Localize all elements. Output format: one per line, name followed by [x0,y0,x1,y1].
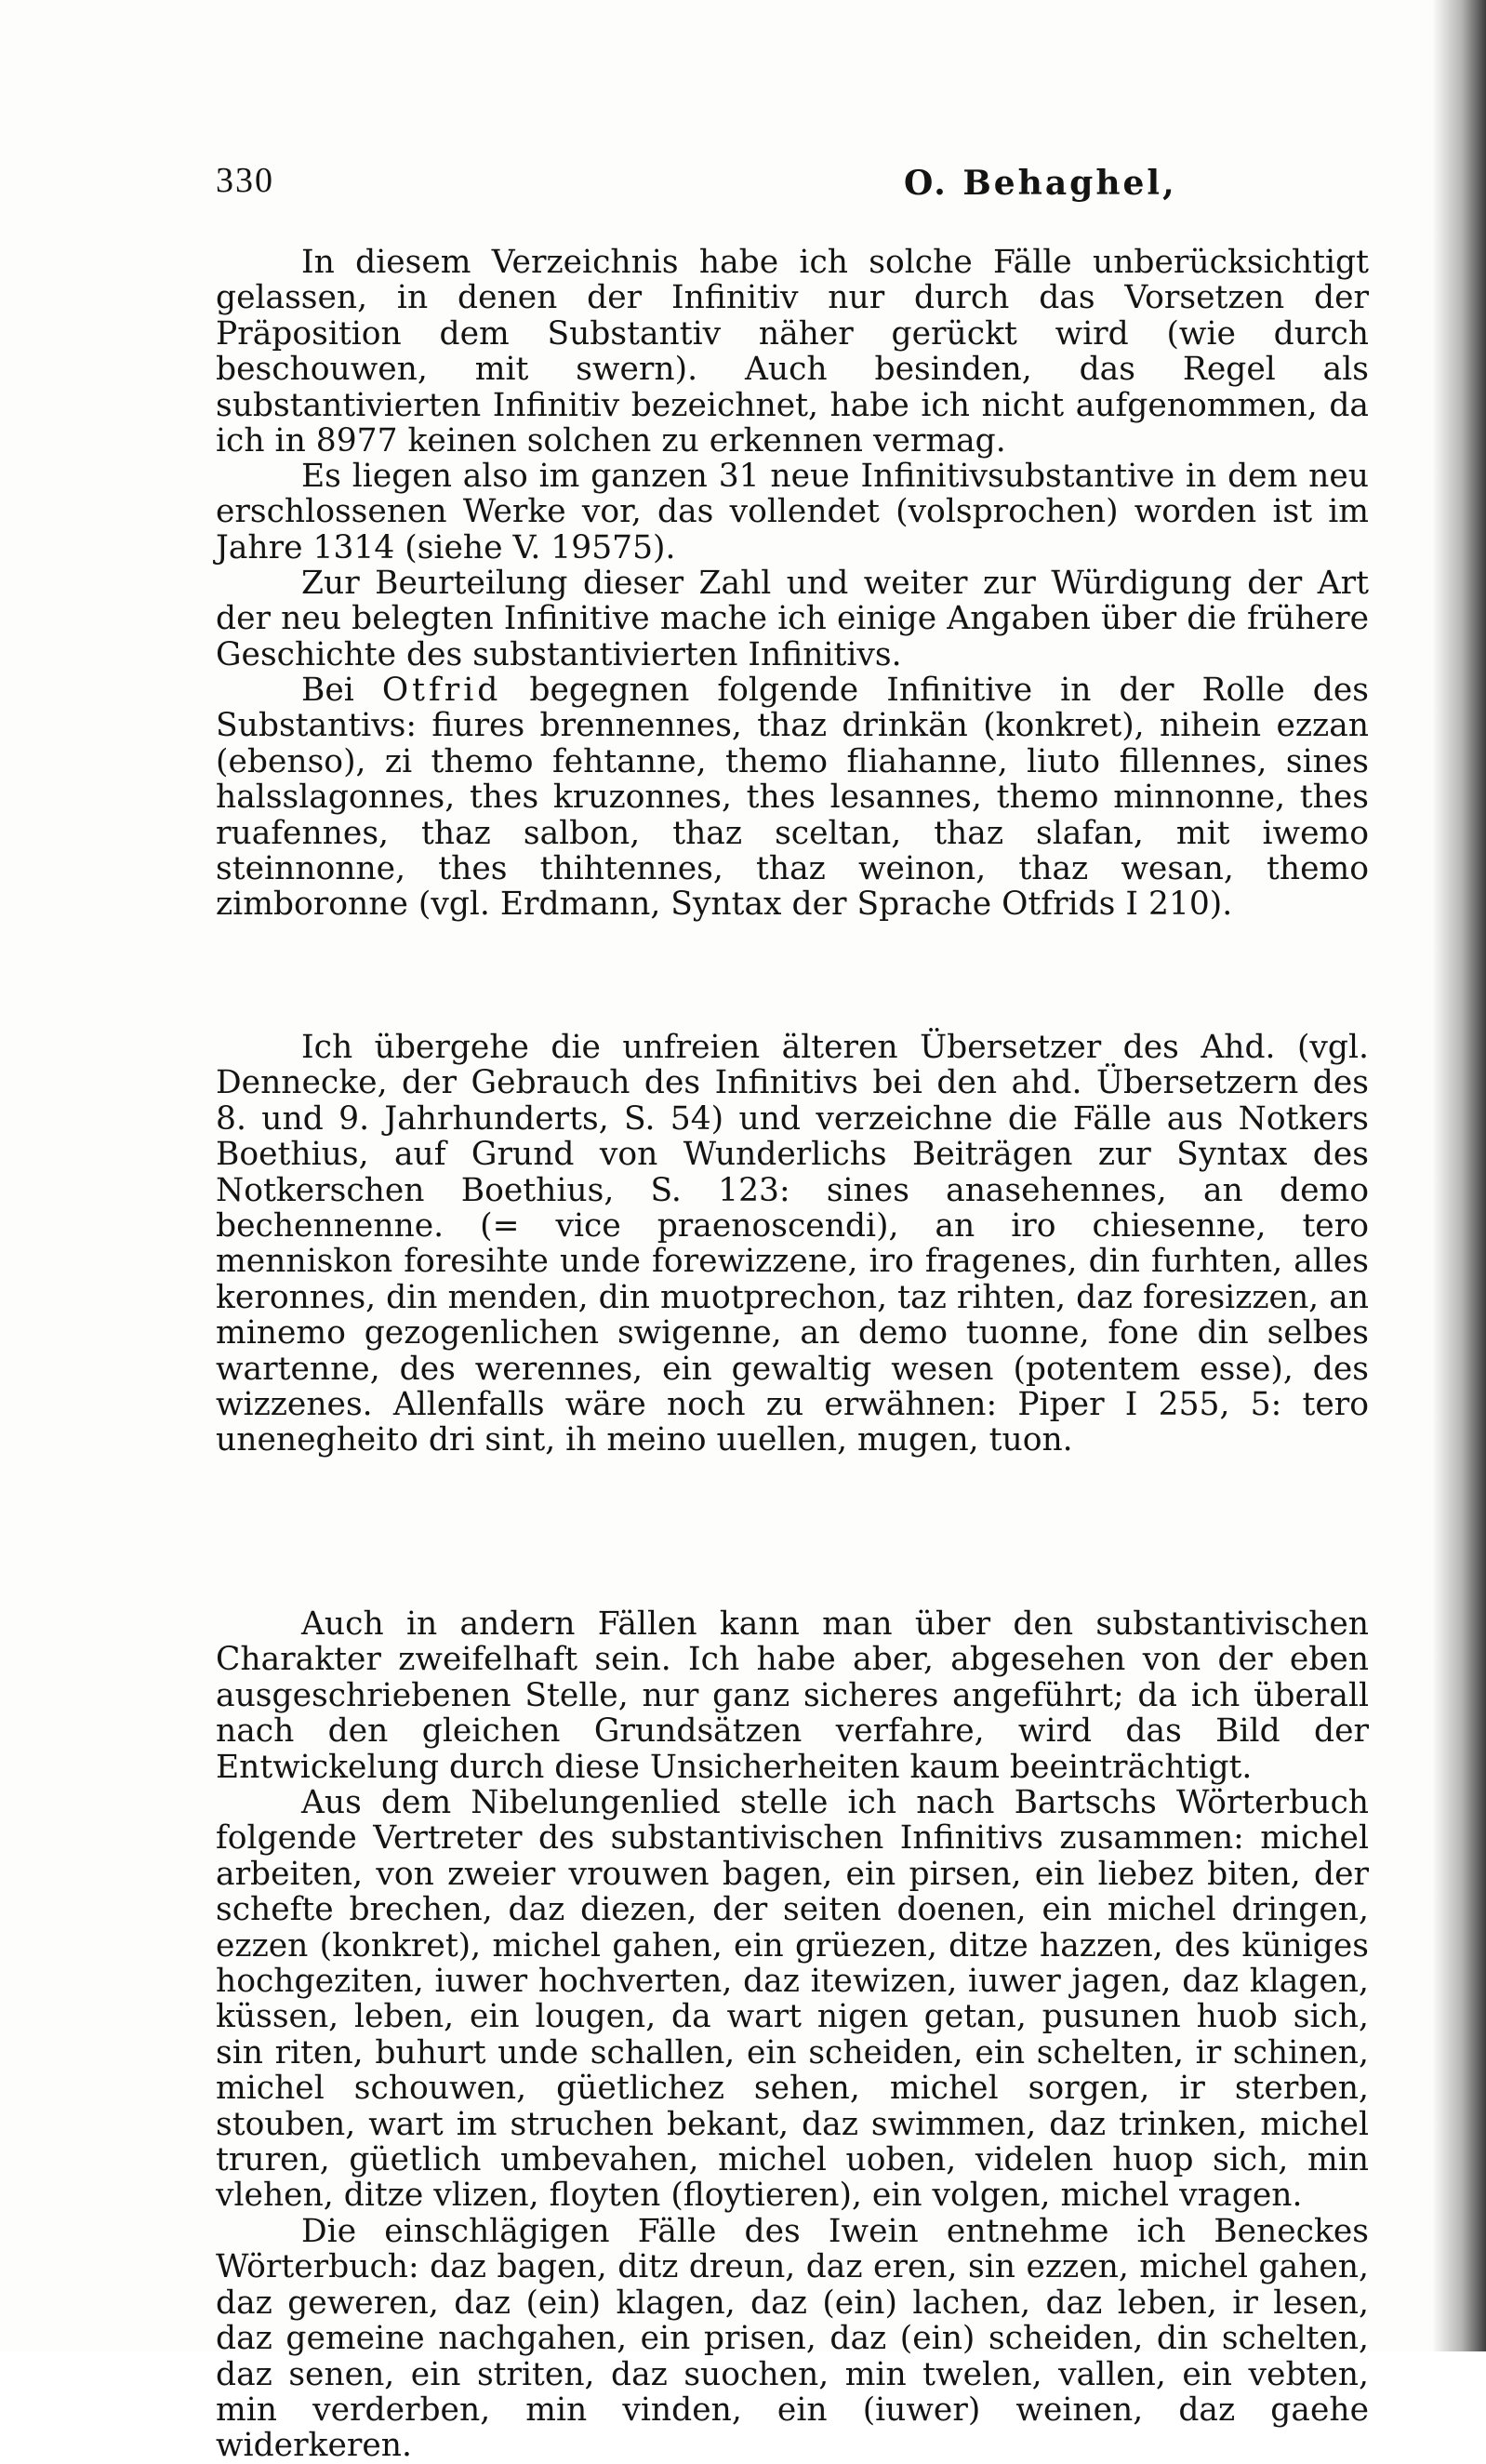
paragraph-text: Aus dem Nibelungenlied stelle ich nach Bartschs Wörterbuch folgende Vertreter des substantivischen Infinitivs zusammen: michel arbeiten, von zweier vrouwen bagen, ein pirsen, ein liebez biten, der schefte brechen, daz diezen, der seiten doenen, ein michel dringen, ezzen (konkret), michel gahen, ein grüezen, ditze hazzen, des küniges hochgeziten, iuwer hochverten, daz itewizen, iuwer jagen, daz klagen, küssen, leben, ein lougen, da wart nigen getan, pusunen huob sich, sin riten, buhurt unde schallen, ein scheiden, ein schelten, ir schinen, michel schouwen, güetlichez sehen, michel sorgen, ir sterben, stouben, wart im struchen bekant, daz swimmen, daz trinken, michel truren, güetlich umbevahen, michel uoben, videlen huop sich, min vlehen, ditze vlizen, floyten (floytieren), ein volgen, michel vragen. [216,1784,1369,2215]
paragraph [216,245,1369,459]
paragraph [216,2214,1369,2464]
page-header [216,160,1369,216]
paragraph-4-block [216,673,1369,1030]
paragraph-6-block [216,1606,1369,1785]
author-name: Otfrid [381,672,502,709]
paragraph [216,673,1369,923]
paragraph [216,566,1369,673]
paragraph-text: Zur Beurteilung dieser Zahl und weiter zur Würdigung der Art der neu belegten Infinitive mache ich einige Angaben über die frühere Geschichte des substantivierten Infinitivs. [216,565,1369,673]
paragraph-text: In diesem Verzeichnis habe ich solche Fälle unberücksichtigt gelassen, in denen der Infinitiv nur durch das Vorsetzen der Präposition dem Substantiv näher gerückt wird (wie durch beschouwen, mit swern). Auch besinden, das Regel als substantivierten Infinitiv bezeichnet, habe ich nicht aufgenommen, da ich in 8977 keinen solchen zu erkennen vermag. [216,244,1369,460]
body-text [216,244,1369,2464]
paragraph-text: Die einschlägigen Fälle des Iwein entnehme ich Beneckes Wörterbuch: daz bagen, ditz dreun, daz eren, sin ezzen, michel gahen, daz geweren, daz (ein) klagen, daz (ein) lachen, daz leben, ir lesen, daz gemeine nachgahen, ein prisen, daz (ein) scheiden, din schelten, daz senen, ein striten, daz suochen, min twelen, vallen, ein vebten, min verderben, min vinden, ein (iuwer) weinen, daz gaehe widerkeren. [216,2213,1369,2464]
paragraph [216,1785,1369,2214]
paragraph-text: begegnen folgende Infinitive in der Rolle des Substantivs: fiures brennennes, thaz drinkän (konkret), nihein ezzan (ebenso), zi themo fehtanne, themo fliahanne, liuto fillennes, sines halsslagonnes, thes kruzonnes, thes lesannes, themo minnonne, thes ruafennes, thaz salbon, thaz sceltan, thaz slafan, mit iwemo steinnonne, thes thihtennes, thaz weinon, thaz wesan, themo zimboronne (vgl. Erdmann, Syntax der Sprache Otfrids I 210). [216,672,1369,924]
page-edge-shadow [1432,0,1486,2351]
paragraph-text: Auch in andern Fällen kann man über den substantivischen Charakter zweifelhaft sein. Ich habe aber, abgesehen von der eben ausgeschriebenen Stelle, nur ganz sicheres angeführt; da ich überall nach den gleichen Grundsätzen verfahre, wird das Bild der Entwickelung durch diese Unsicherheiten kaum beeinträchtigt. [216,1605,1369,1786]
paragraph-7-block [216,1785,1369,2214]
running-head: O. Behaghel, [904,164,1177,203]
paragraph-lead: Bei [301,672,382,709]
paragraph [216,459,1369,566]
paragraph-3-block [216,566,1369,673]
paragraph [216,1606,1369,1785]
paragraph-text: Es liegen also im ganzen 31 neue Infinitivsubstantive in dem neu erschlossenen Werke vor, das vollendet (volsprochen) worden ist im Jahre 1314 (siehe V. 19575). [216,458,1369,566]
paragraph-1-block [216,245,1369,459]
paragraph-text: Ich übergehe die unfreien älteren Übersetzer des Ahd. (vgl. Dennecke, der Gebrauch des Infinitivs bei den ahd. Übersetzern des 8. und 9. Jahrhunderts, S. 54) und verzeichne die Fälle aus Notkers Boethius, auf Grund von Wunderlichs Beiträgen zur Syntax des Notkerschen Boethius, S. 123: sines anasehennes, an demo bechennenne. (= vice praenoscendi), an iro chiesenne, tero menniskon foresihte unde forewizzene, iro fragenes, din furhten, alles keronnes, din menden, din muotprechon, taz rihten, daz foresizzen, an minemo gezogenlichen swigenne, an demo tuonne, fone din selbes wartenne, des werennes, ein gewaltig wesen (potentem esse), des wizzenes. Allenfalls wäre noch zu erwähnen: Piper I 255, 5: tero unenegheito dri sint, ih meino uuellen, mugen, tuon. [216,1029,1369,1459]
page-number: 330 [216,161,274,200]
paragraph [216,1030,1369,1458]
paragraph-5-block [216,1030,1369,1606]
paragraph-8-block [216,2213,1369,2464]
paragraph-2-block [216,459,1369,566]
